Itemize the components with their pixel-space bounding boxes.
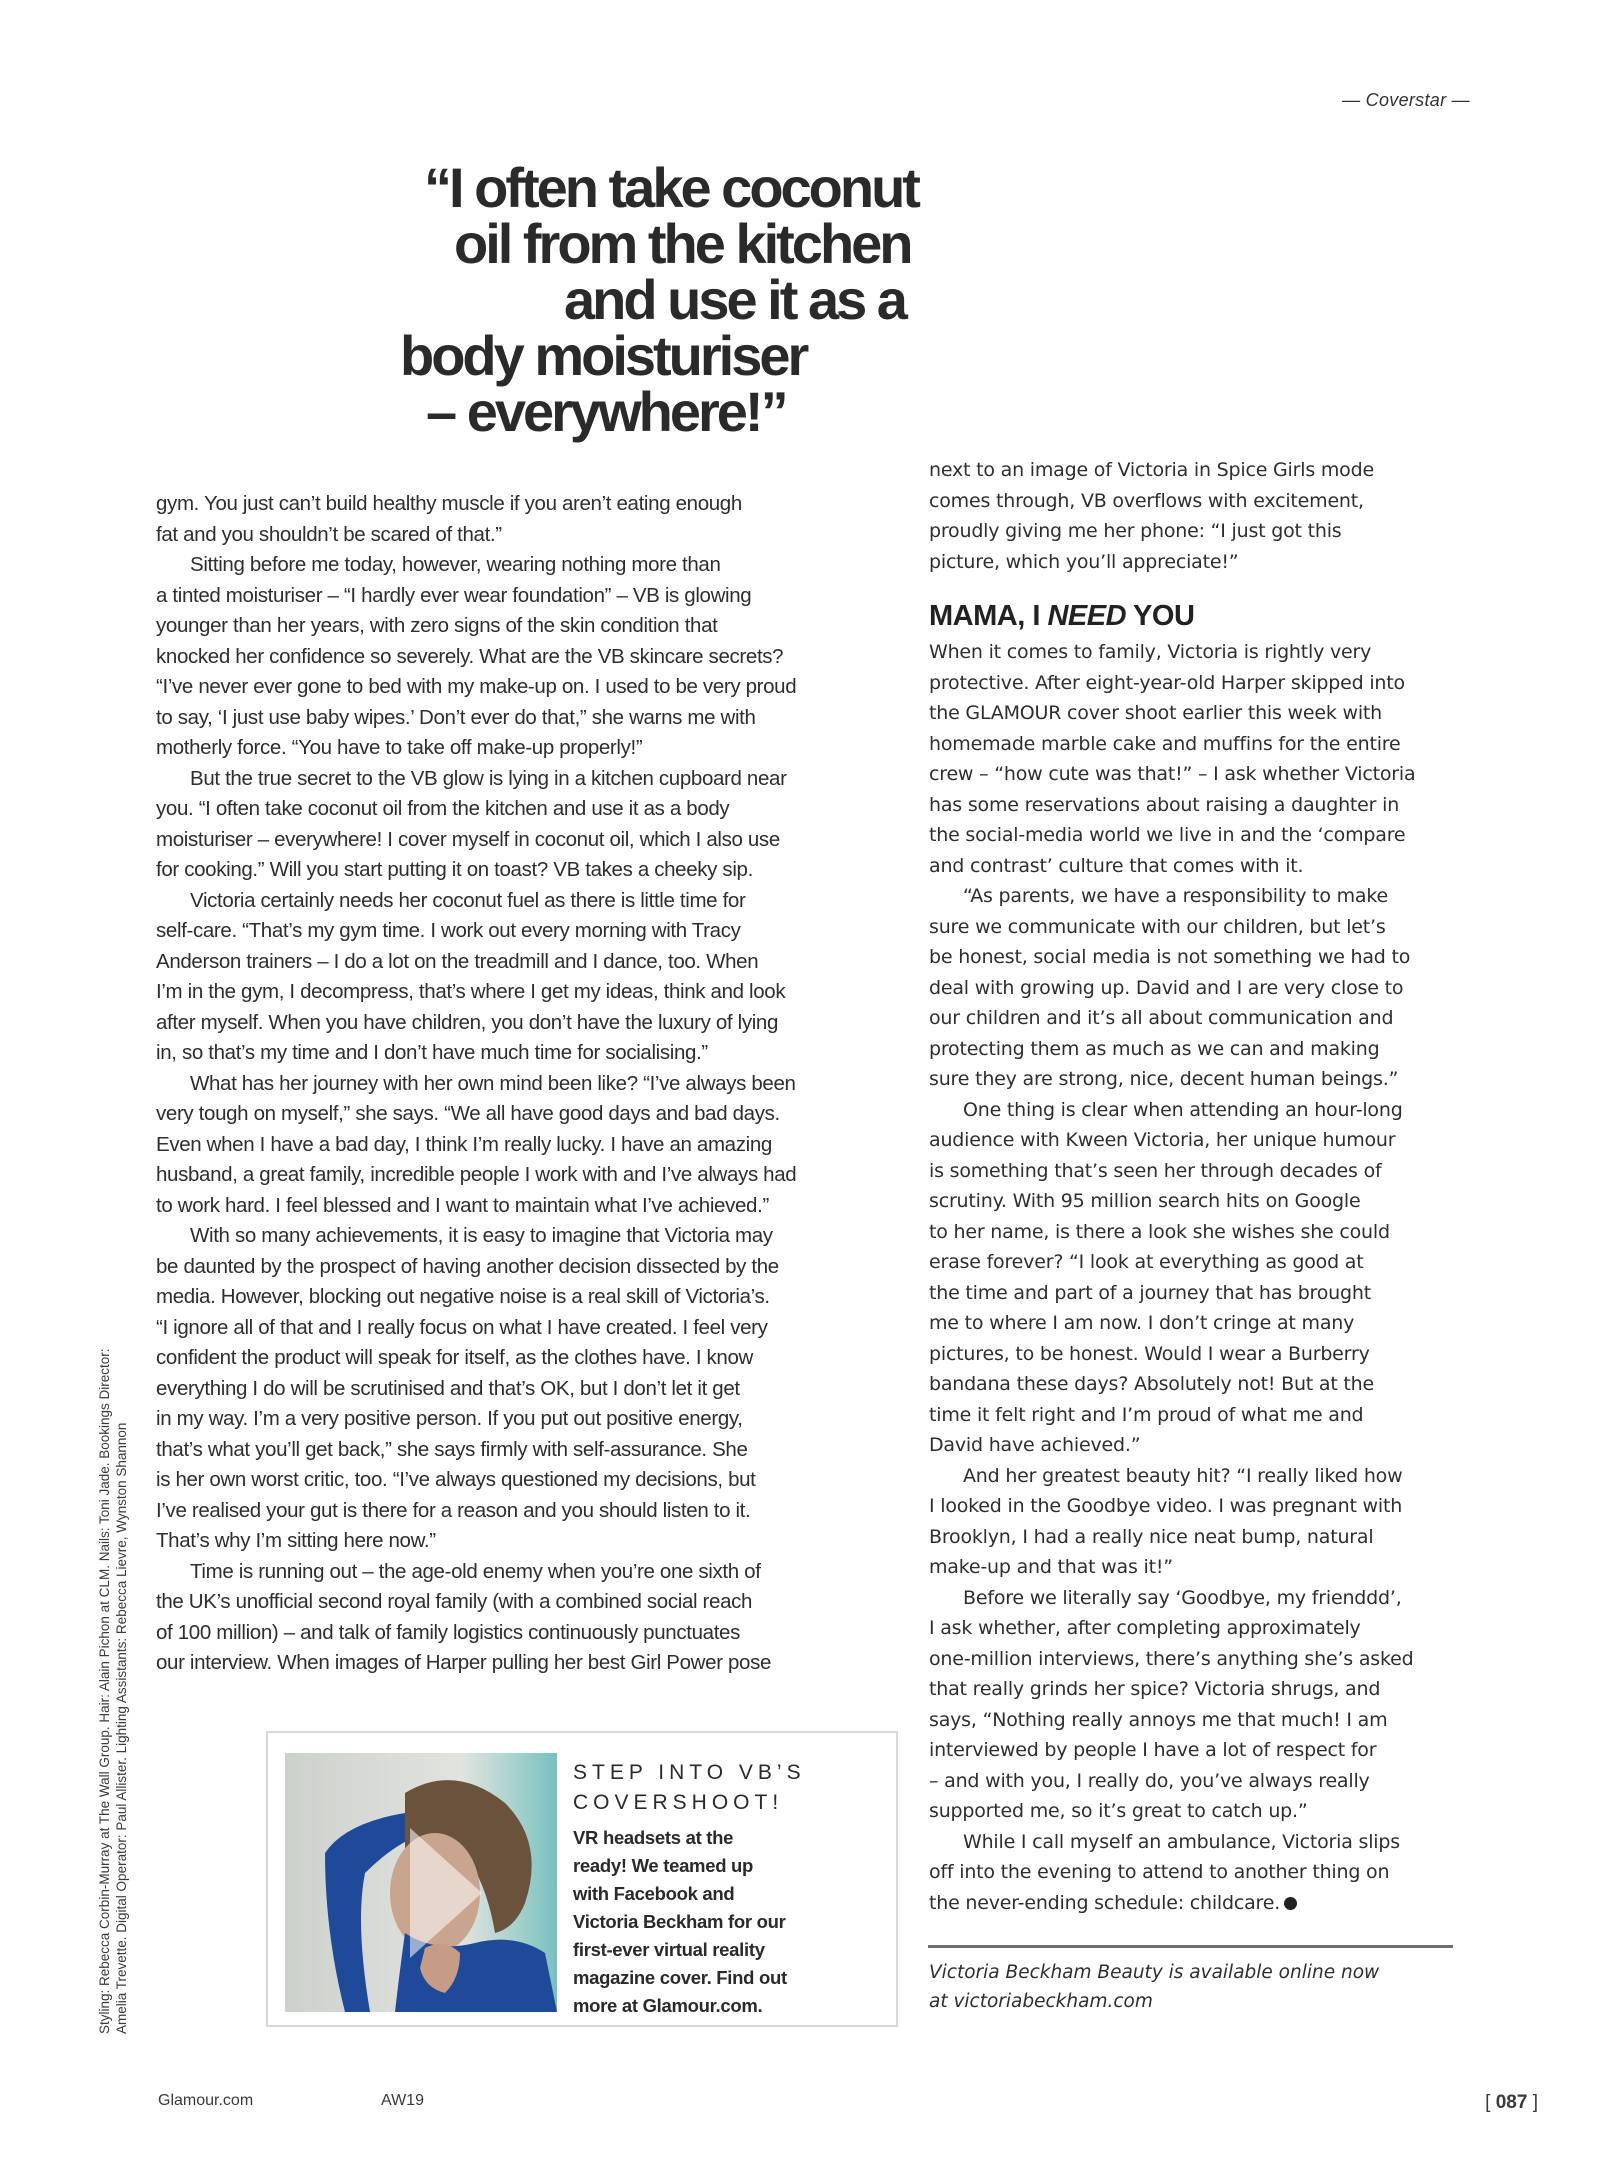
text-line: me to where I am now. I don’t cringe at many bbox=[929, 1312, 1355, 1334]
text-line: everything I do will be scrutinised and that’s OK, but I don’t let it get bbox=[156, 1376, 740, 1400]
paragraph bbox=[156, 886, 916, 1069]
paragraph bbox=[929, 1583, 1469, 1827]
text-line: Sitting before me today, however, wearing nothing more than bbox=[190, 553, 721, 576]
text-line: picture, which you’ll appreciate!” bbox=[929, 550, 1239, 573]
text-line: David have achieved.” bbox=[929, 1434, 1141, 1456]
paragraph bbox=[156, 489, 916, 550]
text-line: husband, a great family, incredible people I work with and I’ve always had bbox=[156, 1163, 797, 1186]
photo-illustration bbox=[285, 1753, 557, 2012]
text-line: pictures, to be honest. Would I wear a Burberry bbox=[929, 1342, 1370, 1365]
text-line: and contrast’ culture that comes with it. bbox=[929, 854, 1304, 877]
right-paragraphs bbox=[929, 637, 1469, 1918]
paragraph bbox=[156, 1557, 916, 1679]
text-line: Time is running out – the age-old enemy when you’re one sixth of bbox=[190, 1559, 761, 1583]
promo-box[interactable] bbox=[266, 1731, 898, 2027]
text-line: One thing is clear when attending an hour-long bbox=[963, 1098, 1403, 1121]
article-column-left bbox=[156, 489, 916, 1679]
text-line: is something that’s seen her through decades of bbox=[929, 1159, 1382, 1182]
text-line: in my way. I’m a very positive person. If you put out positive energy, bbox=[156, 1407, 743, 1430]
photo-credits bbox=[96, 1348, 130, 2034]
promo-body-line: magazine cover. Find out bbox=[573, 1967, 787, 1988]
text-line: “As parents, we have a responsibility to make bbox=[963, 885, 1388, 907]
text-line: says, “Nothing really annoys me that much! I am bbox=[929, 1708, 1388, 1731]
promo-body-line: VR headsets at the bbox=[573, 1827, 734, 1848]
paragraph bbox=[156, 550, 916, 764]
text-line: While I call myself an ambulance, Victoria slips bbox=[963, 1830, 1400, 1853]
text-line: that really grinds her spice? Victoria shrugs, and bbox=[929, 1678, 1381, 1700]
paragraph bbox=[156, 1069, 916, 1222]
promo-body-line: with Facebook and bbox=[573, 1883, 735, 1904]
text-line: What has her journey with her own mind been like? “I’ve always been bbox=[190, 1071, 796, 1095]
paragraph bbox=[929, 637, 1469, 881]
text-line: supported me, so it’s great to catch up.” bbox=[929, 1800, 1308, 1822]
text-line: to work hard. I feel blessed and I want to maintain what I’ve achieved.” bbox=[156, 1193, 769, 1217]
text-line: confident the product will speak for itself, as the clothes have. I know bbox=[156, 1346, 753, 1369]
text-line: after myself. When you have children, you don’t have the luxury of lying bbox=[156, 1010, 779, 1034]
text-line: to her name, is there a look she wishes she could bbox=[929, 1220, 1390, 1243]
text-line: knocked her confidence so severely. What are the VB skincare secrets? bbox=[156, 644, 784, 668]
text-line: be daunted by the prospect of having another decision dissected by the bbox=[156, 1254, 779, 1278]
text-line: protecting them as much as we can and making bbox=[929, 1037, 1380, 1060]
divider bbox=[928, 1945, 1453, 1948]
text-line: proudly giving me her phone: “I just got this bbox=[929, 520, 1342, 542]
article-column-right bbox=[929, 455, 1469, 1918]
promo-body-line: ready! We teamed up bbox=[573, 1855, 754, 1876]
promo-body-line: more at Glamour.com. bbox=[573, 1995, 763, 2016]
page-number-value: 087 bbox=[1495, 2092, 1528, 2113]
text-line: time it felt right and I’m proud of what me and bbox=[929, 1403, 1364, 1426]
text-line: – and with you, I really do, you’ve always really bbox=[929, 1769, 1370, 1792]
text-line: of 100 million) – and talk of family logistics continuously punctuates bbox=[156, 1620, 740, 1644]
credits-line: Styling: Rebecca Corbin-Murray at The Wall Group. Hair: Alain Pichon at CLM. Nails: Toni Jade. Bookings Director: bbox=[97, 1348, 112, 2034]
text-line: Victoria certainly needs her coconut fuel as there is little time for bbox=[190, 888, 746, 912]
pull-quote-line: – everywhere!” bbox=[426, 380, 786, 443]
text-line: I’m in the gym, I decompress, that’s where I get my ideas, think and look bbox=[156, 980, 786, 1003]
subhead-text: MAMA, I bbox=[929, 600, 1048, 632]
text-line: for cooking.” Will you start putting it on toast? VB takes a cheeky sip. bbox=[156, 858, 753, 881]
intro-paragraph bbox=[929, 455, 1469, 577]
promo-title bbox=[573, 1758, 806, 1818]
text-line: comes through, VB overflows with excitement, bbox=[929, 489, 1364, 512]
text-line: has some reservations about raising a daughter in bbox=[929, 793, 1400, 816]
promo-body-line: Victoria Beckham for our bbox=[573, 1911, 786, 1932]
text-line: interviewed by people I have a lot of respect for bbox=[929, 1739, 1377, 1761]
text-line: But the true secret to the VB glow is lying in a kitchen cupboard near bbox=[190, 766, 787, 790]
text-line: the GLAMOUR cover shoot earlier this week with bbox=[929, 702, 1383, 724]
pull-quote-line: “I often take coconut bbox=[424, 156, 918, 219]
text-line: one-million interviews, there’s anything she’s asked bbox=[929, 1647, 1414, 1670]
text-line: sure they are strong, nice, decent human beings.” bbox=[929, 1068, 1399, 1090]
text-line: deal with growing up. David and I are very close to bbox=[929, 976, 1404, 999]
paragraph bbox=[929, 1461, 1469, 1583]
paragraph bbox=[156, 764, 916, 886]
text-line: media. However, blocking out negative noise is a real skill of Victoria’s. bbox=[156, 1285, 770, 1308]
subhead-emphasis: NEED bbox=[1047, 600, 1127, 632]
pull-quote-line: body moisturiser bbox=[400, 324, 807, 387]
promo-body bbox=[573, 1824, 873, 2020]
section-tag: — Coverstar — bbox=[1342, 90, 1470, 110]
text-line: Before we literally say ‘Goodbye, my frienddd’, bbox=[963, 1586, 1402, 1609]
text-line: When it comes to family, Victoria is rightly very bbox=[929, 641, 1372, 663]
text-line: be honest, social media is not something we had to bbox=[929, 946, 1411, 968]
footnote-line: Victoria Beckham Beauty is available online now bbox=[929, 1962, 1380, 1983]
text-line: gym. You just can’t build healthy muscle if you aren’t eating enough bbox=[156, 492, 742, 515]
text-line: bandana these days? Absolutely not! But at the bbox=[929, 1373, 1375, 1395]
text-line: Even when I have a bad day, I think I’m really lucky. I have an amazing bbox=[156, 1132, 772, 1156]
paragraph bbox=[929, 881, 1469, 1095]
text-line: audience with Kween Victoria, her unique humour bbox=[929, 1129, 1396, 1151]
text-line: moisturiser – everywhere! I cover myself in coconut oil, which I also use bbox=[156, 827, 780, 851]
promo-body-line: first-ever virtual reality bbox=[573, 1939, 765, 1960]
paragraph bbox=[929, 1827, 1469, 1919]
page-bracket-close: ] bbox=[1527, 2092, 1538, 2113]
promo-title-line: STEP INTO VB’S bbox=[573, 1761, 806, 1784]
subhead-text-end: YOU bbox=[1126, 600, 1195, 632]
text-line: in, so that’s my time and I don’t have much time for socialising.” bbox=[156, 1041, 708, 1064]
credits-line: Amelia Trevette. Digital Operator: Paul Allister. Lighting Assistants: Rebecca Lievre, Wynston Shannon bbox=[114, 1422, 129, 2034]
text-line: erase forever? “I look at everything as good at bbox=[929, 1251, 1364, 1273]
page-bracket-open: [ bbox=[1485, 2092, 1496, 2113]
pull-quote-line: oil from the kitchen bbox=[454, 212, 911, 275]
text-line: Brooklyn, I had a really nice neat bump, natural bbox=[929, 1525, 1374, 1548]
section-subhead bbox=[929, 599, 1469, 633]
text-line: I’ve realised your gut is there for a reason and you should listen to it. bbox=[156, 1498, 751, 1522]
text-line: our interview. When images of Harper pulling her best Girl Power pose bbox=[156, 1651, 772, 1674]
text-line: self-care. “That’s my gym time. I work out every morning with Tracy bbox=[156, 919, 741, 942]
text-line: younger than her years, with zero signs of the skin condition that bbox=[156, 614, 718, 637]
footer-issue: AW19 bbox=[381, 2092, 424, 2109]
promo-video-thumbnail[interactable] bbox=[285, 1753, 557, 2012]
text-line: our children and it’s all about communication and bbox=[929, 1007, 1394, 1029]
text-line: the never-ending schedule: childcare. bbox=[929, 1891, 1281, 1914]
text-line: homemade marble cake and muffins for the entire bbox=[929, 732, 1401, 755]
text-line: you. “I often take coconut oil from the kitchen and use it as a body bbox=[156, 797, 730, 820]
text-line: With so many achievements, it is easy to imagine that Victoria may bbox=[190, 1224, 773, 1247]
paragraph bbox=[929, 1095, 1469, 1461]
text-line: motherly force. “You have to take off make-up properly!” bbox=[156, 736, 643, 759]
text-line: the time and part of a journey that has brought bbox=[929, 1281, 1371, 1304]
text-line: protective. After eight-year-old Harper skipped into bbox=[929, 671, 1405, 694]
pull-quote bbox=[400, 156, 1000, 443]
text-line: And her greatest beauty hit? “I really liked how bbox=[963, 1464, 1403, 1487]
text-line: crew – “how cute was that!” – I ask whether Victoria bbox=[929, 763, 1416, 785]
text-line: the social-media world we live in and the ‘compare bbox=[929, 824, 1406, 846]
text-line: the UK’s unofficial second royal family (with a combined social reach bbox=[156, 1590, 753, 1613]
footer-website[interactable]: Glamour.com bbox=[158, 2092, 254, 2109]
text-line: That’s why I’m sitting here now.” bbox=[156, 1529, 436, 1552]
promo-title-line: COVERSHOOT! bbox=[573, 1791, 784, 1814]
page-number bbox=[1485, 2092, 1538, 2114]
paragraph bbox=[156, 1221, 916, 1557]
text-line: I looked in the Goodbye video. I was pregnant with bbox=[929, 1495, 1403, 1517]
pull-quote-line: and use it as a bbox=[564, 268, 905, 331]
text-line: fat and you shouldn’t be scared of that.” bbox=[156, 522, 502, 546]
text-line: very tough on myself,” she says. “We all have good days and bad days. bbox=[156, 1102, 780, 1125]
text-line: off into the evening to attend to another thing on bbox=[929, 1861, 1390, 1883]
text-line: scrutiny. With 95 million search hits on Google bbox=[929, 1190, 1361, 1212]
end-mark-icon bbox=[1284, 1897, 1297, 1910]
text-line: is her own worst critic, too. “I’ve always questioned my decisions, but bbox=[156, 1468, 756, 1491]
text-line: I ask whether, after completing approximately bbox=[929, 1617, 1361, 1639]
text-line: that’s what you’ll get back,” she says firmly with self-assurance. She bbox=[156, 1437, 748, 1461]
text-line: next to an image of Victoria in Spice Girls mode bbox=[929, 459, 1374, 481]
text-line: make-up and that was it!” bbox=[929, 1556, 1173, 1578]
footnote bbox=[929, 1958, 1469, 2016]
text-line: “I’ve never ever gone to bed with my make-up on. I used to be very proud bbox=[156, 675, 797, 698]
text-line: “I ignore all of that and I really focus on what I have created. I feel very bbox=[156, 1315, 768, 1339]
text-line: to say, ‘I just use baby wipes.’ Don’t ever do that,” she warns me with bbox=[156, 705, 756, 729]
footnote-line: at victoriabeckham.com bbox=[929, 1991, 1153, 2012]
text-line: sure we communicate with our children, but let’s bbox=[929, 915, 1386, 938]
text-line: Anderson trainers – I do a lot on the treadmill and I dance, too. When bbox=[156, 949, 759, 973]
text-line: a tinted moisturiser – “I hardly ever wear foundation” – VB is glowing bbox=[156, 583, 752, 607]
